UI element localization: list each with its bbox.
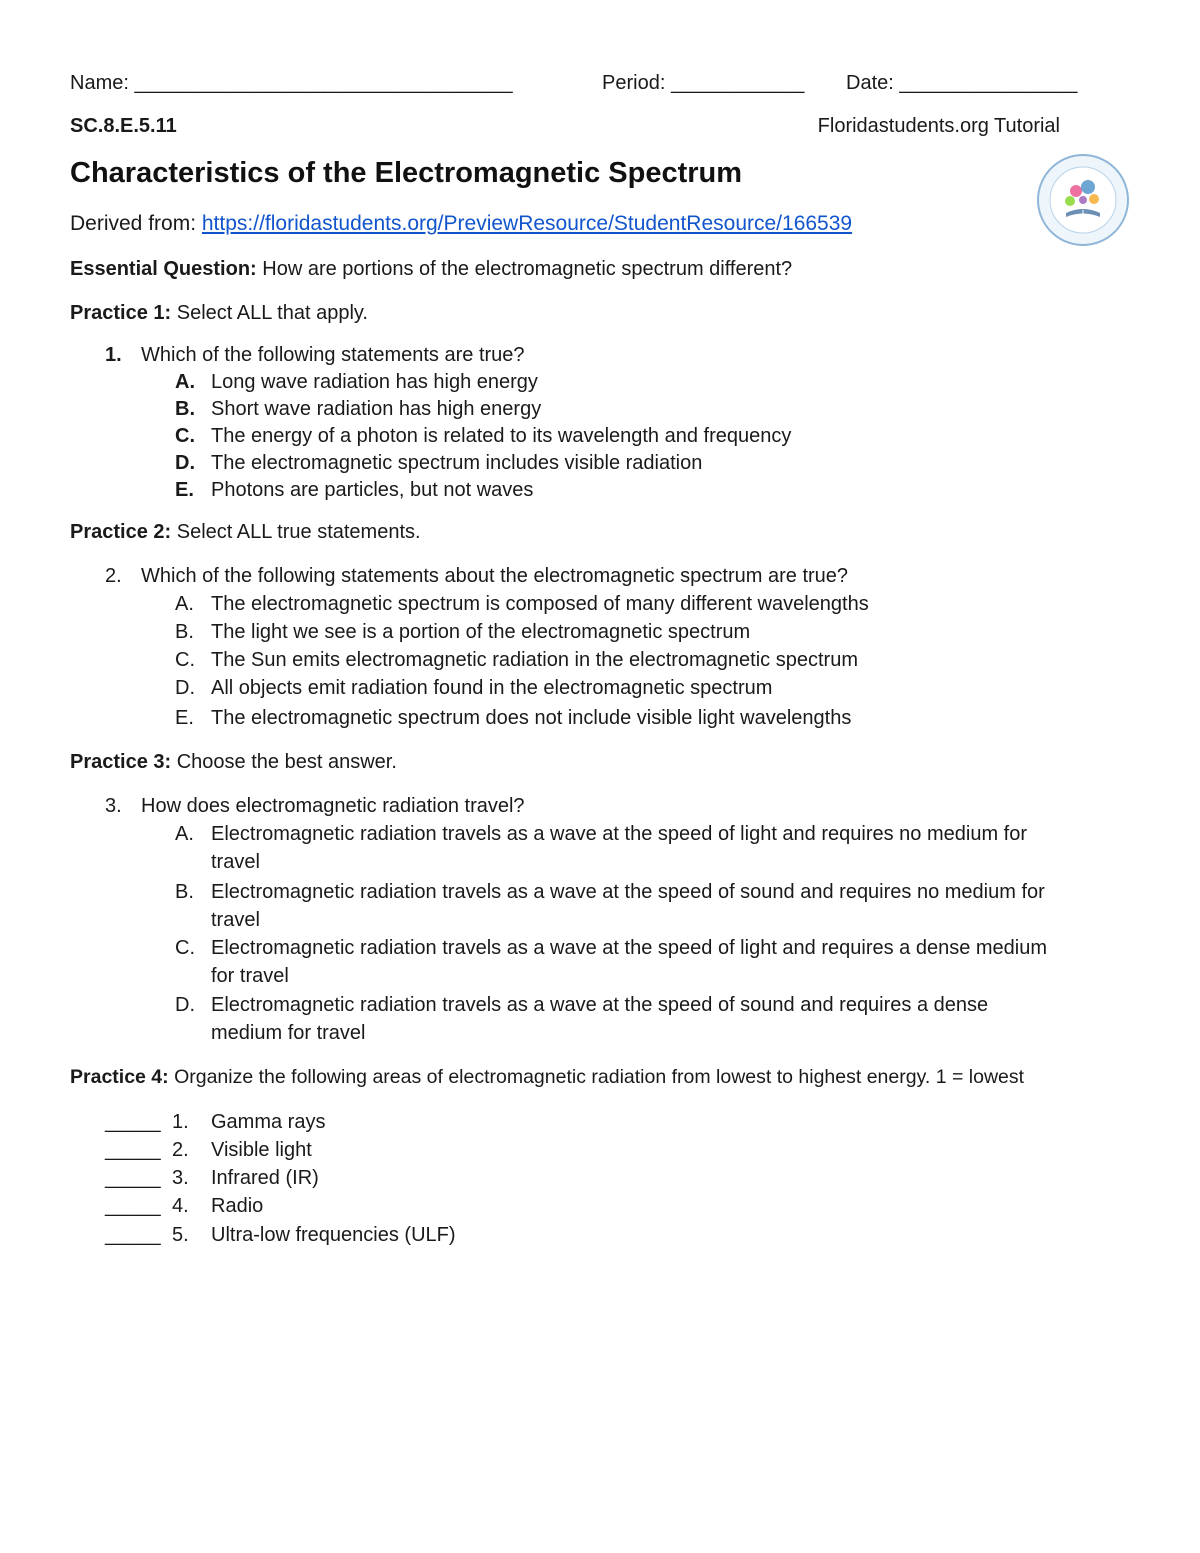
option-row[interactable] [0, 479, 1200, 503]
item-number: 1. [172, 1111, 189, 1133]
option-letter: C. [175, 937, 195, 959]
practice-2-instruction: Select ALL true statements. [176, 521, 421, 543]
option-text: All objects emit radiation found in the electromagnetic spectrum [211, 677, 773, 699]
question-3 [0, 795, 1200, 819]
option-letter: B. [175, 881, 194, 903]
practice-1-heading [70, 302, 368, 325]
question-2 [0, 565, 1200, 589]
option-text: Electromagnetic radiation travels as a wave at the speed of light and requires a dense medium [211, 937, 1048, 959]
option-row[interactable] [0, 452, 1200, 476]
rank-blank[interactable]: _____ [105, 1111, 161, 1133]
rank-blank[interactable]: _____ [105, 1195, 161, 1217]
option-text: Photons are particles, but not waves [211, 479, 534, 501]
option-text: The electromagnetic spectrum includes visible radiation [211, 452, 703, 474]
option-letter: E. [175, 707, 194, 729]
option-letter: A. [175, 823, 194, 845]
practice-2-label: Practice 2: [70, 521, 172, 543]
name-blank[interactable]: __________________________________ [134, 72, 513, 94]
practice-4-label: Practice 4: [70, 1066, 169, 1088]
item-text: Visible light [211, 1139, 312, 1161]
standard-code: SC.8.E.5.11 [70, 115, 177, 137]
practice-2-heading [70, 521, 421, 544]
ranking-item[interactable] [0, 1224, 1200, 1248]
question-text: Which of the following statements are true? [141, 344, 525, 366]
option-letter: D. [175, 994, 195, 1016]
derived-label: Derived from: [70, 212, 197, 235]
option-letter: D. [175, 677, 195, 699]
rank-blank[interactable]: _____ [105, 1139, 161, 1161]
ranking-item[interactable] [0, 1111, 1200, 1135]
option-text: Short wave radiation has high energy [211, 398, 542, 420]
option-letter: B. [175, 621, 194, 643]
option-letter: C. [175, 425, 195, 447]
option-row[interactable] [0, 677, 1200, 701]
item-text: Radio [211, 1195, 264, 1217]
option-row[interactable] [0, 621, 1200, 645]
essential-label: Essential Question: [70, 258, 257, 280]
item-text: Gamma rays [211, 1111, 326, 1133]
option-text-continued: medium for travel [211, 1022, 366, 1044]
option-text-continued: for travel [211, 965, 289, 987]
option-row[interactable] [0, 425, 1200, 449]
option-text: Electromagnetic radiation travels as a wave at the speed of light and requires no medium for [211, 823, 1027, 845]
item-number: 3. [172, 1167, 189, 1189]
option-row[interactable] [0, 649, 1200, 673]
practice-3-instruction: Choose the best answer. [176, 751, 397, 773]
option-letter: E. [175, 479, 194, 501]
option-text-continued: travel [211, 909, 260, 931]
question-number: 2. [105, 565, 122, 587]
option-text: The electromagnetic spectrum is composed of many different wavelengths [211, 593, 869, 615]
option-text: Electromagnetic radiation travels as a wave at the speed of sound and requires no medium for [211, 881, 1045, 903]
source-label: Floridastudents.org Tutorial [817, 115, 1060, 137]
practice-1-instruction: Select ALL that apply. [176, 302, 368, 324]
option-letter: A. [175, 593, 194, 615]
practice-3-label: Practice 3: [70, 751, 172, 773]
practice-4-instruction: Organize the following areas of electromagnetic radiation from lowest to highest energy. 1 = lowest [174, 1066, 1025, 1088]
practice-3-heading [70, 751, 397, 774]
option-row[interactable] [0, 823, 1200, 875]
option-row[interactable] [0, 937, 1200, 989]
practice-1-label: Practice 1: [70, 302, 172, 324]
option-letter: C. [175, 649, 195, 671]
name-field[interactable] [70, 72, 513, 95]
option-text: Long wave radiation has high energy [211, 371, 538, 393]
rank-blank[interactable]: _____ [105, 1167, 161, 1189]
option-row[interactable] [0, 707, 1200, 731]
rank-blank[interactable]: _____ [105, 1224, 161, 1246]
question-text: How does electromagnetic radiation travel? [141, 795, 525, 817]
page-title: Characteristics of the Electromagnetic Spectrum [70, 157, 743, 189]
date-label: Date: [846, 72, 894, 94]
period-field[interactable] [602, 72, 804, 95]
item-text: Ultra-low frequencies (ULF) [211, 1224, 456, 1246]
period-label: Period: [602, 72, 666, 94]
option-row[interactable] [0, 994, 1200, 1046]
period-blank[interactable]: ____________ [670, 72, 805, 94]
option-row[interactable] [0, 398, 1200, 422]
option-text: The light we see is a portion of the electromagnetic spectrum [211, 621, 751, 643]
question-number: 1. [105, 344, 122, 366]
option-text: The Sun emits electromagnetic radiation in the electromagnetic spectrum [211, 649, 858, 671]
question-number: 3. [105, 795, 122, 817]
option-row[interactable] [0, 881, 1200, 933]
question-1 [0, 344, 1200, 368]
option-row[interactable] [0, 593, 1200, 617]
option-letter: A. [175, 371, 195, 393]
option-text: The energy of a photon is related to its wavelength and frequency [211, 425, 792, 447]
item-number: 2. [172, 1139, 189, 1161]
resource-link[interactable]: https://floridastudents.org/PreviewResource/StudentResource/166539 [201, 212, 853, 235]
option-text: The electromagnetic spectrum does not include visible light wavelengths [211, 707, 852, 729]
practice-4-heading [70, 1066, 1024, 1089]
option-row[interactable] [0, 371, 1200, 395]
item-number: 4. [172, 1195, 189, 1217]
option-text-continued: travel [211, 851, 260, 873]
option-letter: B. [175, 398, 195, 420]
ranking-item[interactable] [0, 1139, 1200, 1163]
name-label: Name: [70, 72, 129, 94]
ranking-item[interactable] [0, 1167, 1200, 1191]
essential-question [70, 258, 792, 281]
essential-text: How are portions of the electromagnetic spectrum different? [262, 258, 793, 280]
ranking-item[interactable] [0, 1195, 1200, 1219]
option-letter: D. [175, 452, 195, 474]
question-text: Which of the following statements about the electromagnetic spectrum are true? [141, 565, 849, 587]
item-number: 5. [172, 1224, 189, 1246]
option-text: Electromagnetic radiation travels as a wave at the speed of sound and requires a dense [211, 994, 989, 1016]
date-blank[interactable]: ________________ [899, 72, 1078, 94]
derived-from [70, 212, 852, 236]
item-text: Infrared (IR) [211, 1167, 319, 1189]
date-field[interactable] [846, 72, 1077, 95]
department-seal-icon [1036, 153, 1130, 247]
